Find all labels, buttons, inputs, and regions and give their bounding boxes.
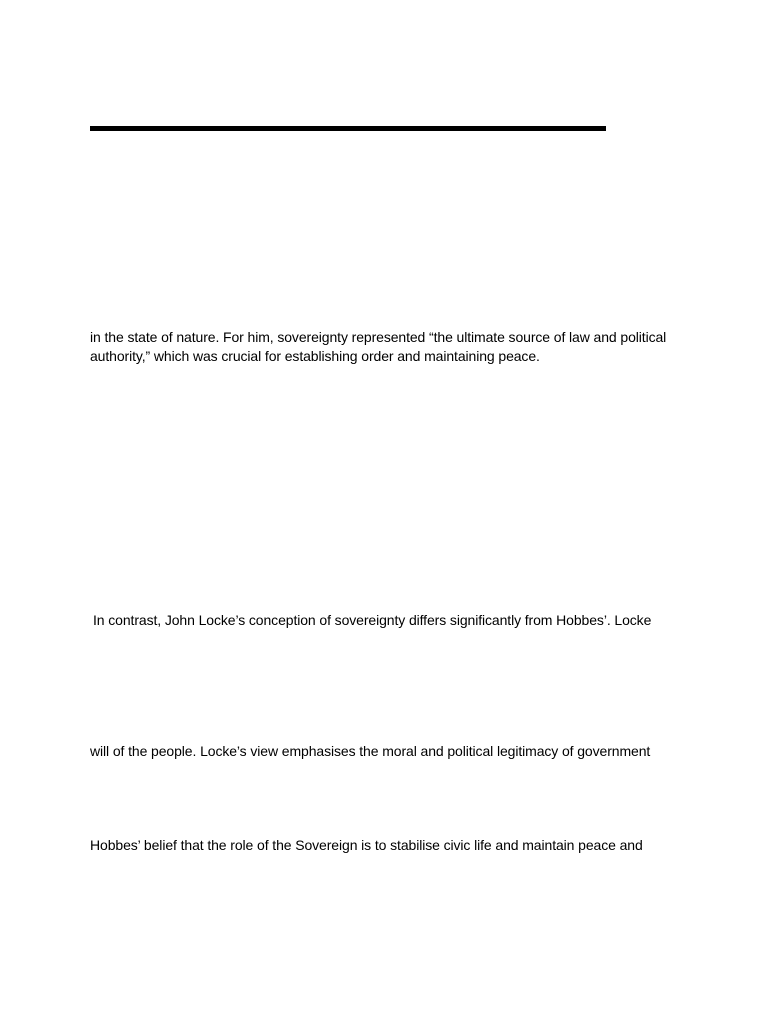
text-line: will of the people. Locke’s view emphasises the moral and political legitimacy of government <box>90 743 651 759</box>
text-line: authority,” which was crucial for establishing order and maintaining peace. <box>90 348 540 364</box>
header-rule <box>90 126 606 131</box>
text-line: In contrast, John Locke’s conception of sovereignty differs significantly from Hobbes’. Locke <box>93 612 652 628</box>
text-line: Hobbes’ belief that the role of the Sovereign is to stabilise civic life and maintain peace and <box>90 837 643 853</box>
text-line: in the state of nature. For him, sovereignty represented “the ultimate source of law and political <box>90 329 667 345</box>
